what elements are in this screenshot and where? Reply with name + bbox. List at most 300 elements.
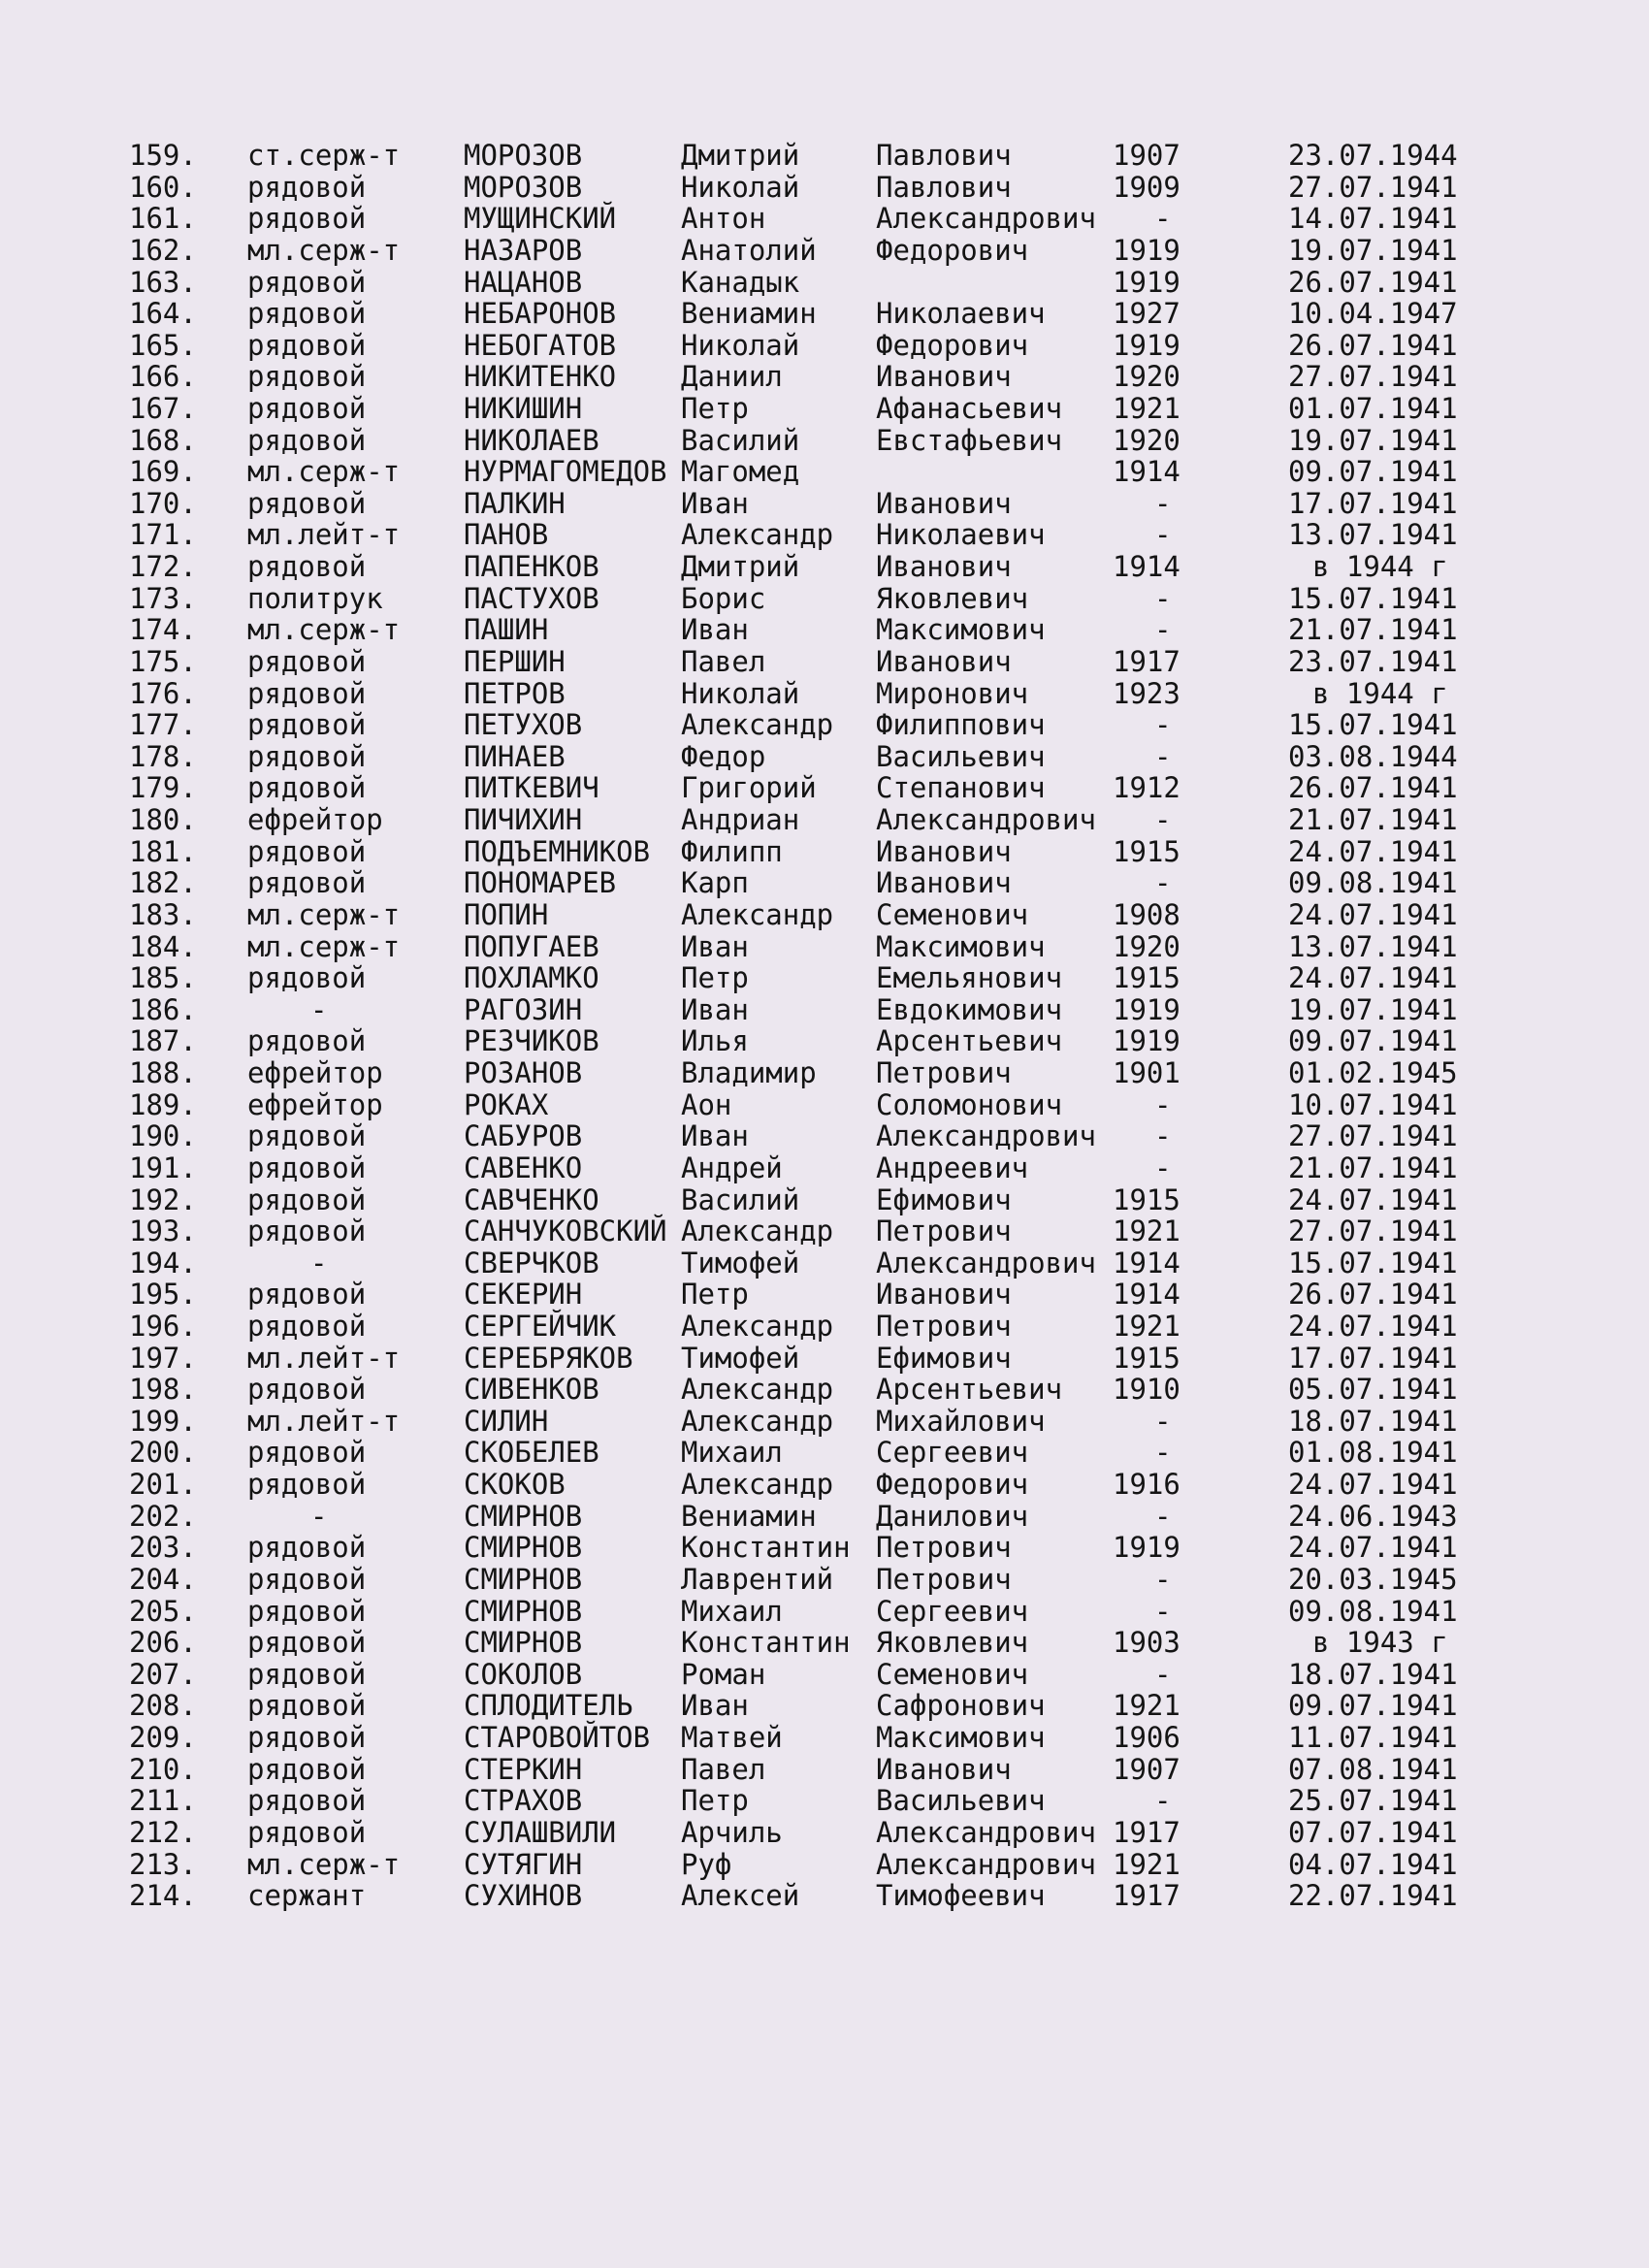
rank: рядовой — [247, 1183, 367, 1216]
death-date: 26.07.1941 — [1288, 328, 1458, 362]
row-number: 185. — [129, 961, 197, 995]
birth-year: 1917 — [1113, 1815, 1180, 1849]
death-date: 25.07.1941 — [1288, 1784, 1458, 1818]
death-date: 03.08.1944 — [1288, 739, 1458, 773]
rank: рядовой — [247, 1657, 367, 1691]
death-date: 24.07.1941 — [1288, 1468, 1458, 1501]
patronymic: Иванович — [876, 1752, 1012, 1786]
rank: рядовой — [247, 1752, 367, 1786]
surname: СЕРГЕЙЧИК — [464, 1309, 617, 1343]
rank: рядовой — [247, 360, 367, 394]
row-number: 190. — [129, 1119, 197, 1153]
row-number: 161. — [129, 202, 197, 236]
list-item — [0, 1406, 1649, 1437]
row-number: 191. — [129, 1150, 197, 1184]
patronymic: Александрович — [876, 1246, 1096, 1280]
first-name: Владимир — [681, 1056, 817, 1089]
first-name: Тимофей — [681, 1341, 800, 1375]
rank: рядовой — [247, 1278, 367, 1312]
death-date: 24.06.1943 — [1288, 1499, 1458, 1533]
first-name: Григорий — [681, 771, 817, 805]
first-name: Михаил — [681, 1594, 783, 1628]
row-number: 167. — [129, 392, 197, 425]
birth-year: - — [1154, 518, 1172, 552]
birth-year: 1921 — [1113, 1847, 1180, 1881]
birth-year: - — [1154, 1784, 1172, 1818]
first-name: Канадык — [681, 265, 800, 299]
patronymic: Яковлевич — [876, 1626, 1029, 1660]
row-number: 166. — [129, 360, 197, 394]
list-item — [0, 931, 1649, 962]
surname: ПОНОМАРЕВ — [464, 866, 617, 900]
death-date: 09.08.1941 — [1288, 866, 1458, 900]
list-item — [0, 1152, 1649, 1183]
birth-year: 1914 — [1113, 455, 1180, 489]
patronymic: Александрович — [876, 1815, 1096, 1849]
patronymic: Данилович — [876, 1499, 1029, 1533]
rank: рядовой — [247, 739, 367, 773]
list-item — [0, 646, 1649, 677]
list-item — [0, 267, 1649, 298]
first-name: Вениамин — [681, 1499, 817, 1533]
death-date: 11.07.1941 — [1288, 1721, 1458, 1754]
birth-year: 1914 — [1113, 1278, 1180, 1312]
rank: рядовой — [247, 392, 367, 425]
row-number: 213. — [129, 1847, 197, 1881]
birth-year: - — [1154, 708, 1172, 742]
death-date: 22.07.1941 — [1288, 1879, 1458, 1913]
row-number: 184. — [129, 929, 197, 963]
birth-year: 1908 — [1113, 897, 1180, 931]
patronymic: Максимович — [876, 613, 1046, 647]
list-item — [0, 1374, 1649, 1405]
patronymic: Яковлевич — [876, 581, 1029, 615]
surname: СИЛИН — [464, 1404, 549, 1438]
first-name: Николай — [681, 170, 800, 204]
first-name: Анатолий — [681, 233, 817, 267]
row-number: 174. — [129, 613, 197, 647]
rank: рядовой — [247, 1309, 367, 1343]
list-item — [0, 1247, 1649, 1279]
patronymic: Ефимович — [876, 1183, 1012, 1216]
list-item — [0, 867, 1649, 898]
row-number: 196. — [129, 1309, 197, 1343]
death-date: 15.07.1941 — [1288, 1246, 1458, 1280]
death-date: 27.07.1941 — [1288, 1215, 1458, 1248]
birth-year: - — [1154, 803, 1172, 836]
rank: мл.лейт-т — [247, 1404, 401, 1438]
row-number: 200. — [129, 1436, 197, 1470]
patronymic: Петрович — [876, 1056, 1012, 1089]
row-number: 199. — [129, 1404, 197, 1438]
rank: - — [310, 1246, 328, 1280]
list-item — [0, 1785, 1649, 1816]
death-date: 18.07.1941 — [1288, 1404, 1458, 1438]
first-name: Дмитрий — [681, 139, 800, 172]
birth-year: 1906 — [1113, 1721, 1180, 1754]
death-date: 10.04.1947 — [1288, 297, 1458, 331]
death-date: 24.07.1941 — [1288, 1183, 1458, 1216]
list-item — [0, 172, 1649, 203]
death-date: 09.07.1941 — [1288, 1689, 1458, 1723]
first-name: Александр — [681, 1215, 834, 1248]
death-date: 07.08.1941 — [1288, 1752, 1458, 1786]
row-number: 178. — [129, 739, 197, 773]
patronymic: Иванович — [876, 360, 1012, 394]
rank: рядовой — [247, 708, 367, 742]
surname: МОРОЗОВ — [464, 170, 583, 204]
first-name: Руф — [681, 1847, 732, 1881]
rank: рядовой — [247, 1626, 367, 1660]
birth-year: 1921 — [1113, 1215, 1180, 1248]
first-name: Иван — [681, 613, 749, 647]
surname: НИКИТЕНКО — [464, 360, 617, 394]
birth-year: - — [1154, 486, 1172, 520]
patronymic: Петрович — [876, 1215, 1012, 1248]
rank: мл.серж-т — [247, 613, 401, 647]
row-number: 193. — [129, 1215, 197, 1248]
row-number: 211. — [129, 1784, 197, 1818]
death-date: 26.07.1941 — [1288, 265, 1458, 299]
birth-year: - — [1154, 1436, 1172, 1470]
surname: СЕКЕРИН — [464, 1278, 583, 1312]
patronymic: Павлович — [876, 170, 1012, 204]
surname: СМИРНОВ — [464, 1531, 583, 1565]
birth-year: 1919 — [1113, 233, 1180, 267]
row-number: 197. — [129, 1341, 197, 1375]
death-date: 17.07.1941 — [1288, 1341, 1458, 1375]
death-date: 23.07.1941 — [1288, 644, 1458, 678]
surname: САВЕНКО — [464, 1150, 583, 1184]
first-name: Иван — [681, 992, 749, 1026]
death-date: 05.07.1941 — [1288, 1373, 1458, 1407]
list-item — [0, 1532, 1649, 1563]
first-name: Андрей — [681, 1150, 783, 1184]
first-name: Константин — [681, 1626, 851, 1660]
rank: рядовой — [247, 1562, 367, 1596]
row-number: 186. — [129, 992, 197, 1026]
rank: рядовой — [247, 1215, 367, 1248]
first-name: Василий — [681, 1183, 800, 1216]
first-name: Павел — [681, 644, 766, 678]
row-number: 175. — [129, 644, 197, 678]
surname: НАЗАРОВ — [464, 233, 583, 267]
row-number: 187. — [129, 1024, 197, 1058]
list-item — [0, 1057, 1649, 1088]
first-name: Федор — [681, 739, 766, 773]
birth-year: 1917 — [1113, 644, 1180, 678]
patronymic: Афанасьевич — [876, 392, 1063, 425]
list-item — [0, 1849, 1649, 1880]
rank: рядовой — [247, 1436, 367, 1470]
list-item — [0, 1120, 1649, 1151]
birth-year: 1917 — [1113, 1879, 1180, 1913]
row-number: 173. — [129, 581, 197, 615]
patronymic: Петрович — [876, 1531, 1012, 1565]
first-name: Василий — [681, 423, 800, 457]
rank: рядовой — [247, 644, 367, 678]
death-date: 01.02.1945 — [1288, 1056, 1458, 1089]
death-date: 07.07.1941 — [1288, 1815, 1458, 1849]
list-item — [0, 1722, 1649, 1753]
birth-year: 1919 — [1113, 328, 1180, 362]
rank: рядовой — [247, 1024, 367, 1058]
patronymic: Степанович — [876, 771, 1046, 805]
patronymic: Максимович — [876, 1721, 1046, 1754]
first-name: Тимофей — [681, 1246, 800, 1280]
surname: ПАСТУХОВ — [464, 581, 599, 615]
list-item — [0, 393, 1649, 424]
list-item — [0, 1279, 1649, 1310]
death-date: 09.07.1941 — [1288, 455, 1458, 489]
patronymic: Иванович — [876, 644, 1012, 678]
rank: мл.серж-т — [247, 929, 401, 963]
row-number: 162. — [129, 233, 197, 267]
surname: ПИНАЕВ — [464, 739, 566, 773]
birth-year: 1912 — [1113, 771, 1180, 805]
patronymic: Федорович — [876, 233, 1029, 267]
surname: НИКИШИН — [464, 392, 583, 425]
rank: рядовой — [247, 265, 367, 299]
death-date: 24.07.1941 — [1288, 1309, 1458, 1343]
row-number: 163. — [129, 265, 197, 299]
birth-year: - — [1154, 202, 1172, 236]
list-item — [0, 1627, 1649, 1658]
birth-year: 1915 — [1113, 1341, 1180, 1375]
patronymic: Ефимович — [876, 1341, 1012, 1375]
patronymic: Семенович — [876, 1657, 1029, 1691]
surname: НИКОЛАЕВ — [464, 423, 599, 457]
list-item — [0, 1754, 1649, 1785]
first-name: Иван — [681, 1689, 749, 1723]
first-name: Дмитрий — [681, 550, 800, 584]
patronymic: Александрович — [876, 1847, 1096, 1881]
surname: СТРАХОВ — [464, 1784, 583, 1818]
birth-year: 1920 — [1113, 423, 1180, 457]
first-name: Арчиль — [681, 1815, 783, 1849]
row-number: 180. — [129, 803, 197, 836]
patronymic: Петрович — [876, 1562, 1012, 1596]
rank: сержант — [247, 1879, 367, 1913]
row-number: 210. — [129, 1752, 197, 1786]
row-number: 182. — [129, 866, 197, 900]
list-item — [0, 425, 1649, 456]
row-number: 204. — [129, 1562, 197, 1596]
rank: политрук — [247, 581, 383, 615]
birth-year: 1903 — [1113, 1626, 1180, 1660]
patronymic: Петрович — [876, 1309, 1012, 1343]
surname: ПОХЛАМКО — [464, 961, 599, 995]
list-item — [0, 1089, 1649, 1120]
surname: ПИЧИХИН — [464, 803, 583, 836]
surname: ПОДЪЕМНИКОВ — [464, 834, 651, 868]
surname: ПЕРШИН — [464, 644, 566, 678]
death-date: 19.07.1941 — [1288, 233, 1458, 267]
death-date: 14.07.1941 — [1288, 202, 1458, 236]
surname: СУЛАШВИЛИ — [464, 1815, 617, 1849]
birth-year: 1901 — [1113, 1056, 1180, 1089]
patronymic: Александрович — [876, 1119, 1096, 1153]
death-date: 01.07.1941 — [1288, 392, 1458, 425]
list-item — [0, 614, 1649, 645]
first-name: Александр — [681, 1309, 834, 1343]
surname: СМИРНОВ — [464, 1499, 583, 1533]
patronymic: Миронович — [876, 676, 1029, 710]
patronymic: Соломонович — [876, 1087, 1063, 1121]
rank: рядовой — [247, 834, 367, 868]
patronymic: Иванович — [876, 866, 1012, 900]
death-date: 24.07.1941 — [1288, 961, 1458, 995]
list-item — [0, 1311, 1649, 1342]
birth-year: 1919 — [1113, 1024, 1180, 1058]
list-item — [0, 1469, 1649, 1500]
surname: ПИТКЕВИЧ — [464, 771, 599, 805]
row-number: 207. — [129, 1657, 197, 1691]
rank: рядовой — [247, 676, 367, 710]
first-name: Вениамин — [681, 297, 817, 331]
birth-year: - — [1154, 581, 1172, 615]
surname: СУХИНОВ — [464, 1879, 583, 1913]
list-item — [0, 140, 1649, 171]
first-name: Иван — [681, 1119, 749, 1153]
birth-year: 1914 — [1113, 1246, 1180, 1280]
rank: рядовой — [247, 1150, 367, 1184]
patronymic: Васильевич — [876, 1784, 1046, 1818]
list-item — [0, 203, 1649, 234]
row-number: 172. — [129, 550, 197, 584]
first-name: Антон — [681, 202, 766, 236]
patronymic: Арсентьевич — [876, 1373, 1063, 1407]
row-number: 192. — [129, 1183, 197, 1216]
list-item — [0, 488, 1649, 519]
row-number: 198. — [129, 1373, 197, 1407]
patronymic: Иванович — [876, 1278, 1012, 1312]
first-name: Илья — [681, 1024, 749, 1058]
birth-year: 1909 — [1113, 170, 1180, 204]
death-date: 13.07.1941 — [1288, 518, 1458, 552]
list-item — [0, 361, 1649, 392]
first-name: Лаврентий — [681, 1562, 834, 1596]
row-number: 169. — [129, 455, 197, 489]
list-item — [0, 804, 1649, 835]
birth-year: - — [1154, 1150, 1172, 1184]
first-name: Магомед — [681, 455, 800, 489]
surname: СИВЕНКОВ — [464, 1373, 599, 1407]
birth-year: 1907 — [1113, 1752, 1180, 1786]
birth-year: 1916 — [1113, 1468, 1180, 1501]
row-number: 176. — [129, 676, 197, 710]
list-item — [0, 1343, 1649, 1374]
rank: рядовой — [247, 1373, 367, 1407]
row-number: 205. — [129, 1594, 197, 1628]
surname: РАГОЗИН — [464, 992, 583, 1026]
patronymic: Федорович — [876, 1468, 1029, 1501]
list-item — [0, 1880, 1649, 1911]
list-item — [0, 298, 1649, 329]
first-name: Александр — [681, 1404, 834, 1438]
list-item — [0, 741, 1649, 772]
death-date: 18.07.1941 — [1288, 1657, 1458, 1691]
row-number: 159. — [129, 139, 197, 172]
first-name: Даниил — [681, 360, 783, 394]
birth-year: - — [1154, 1499, 1172, 1533]
rank: рядовой — [247, 1119, 367, 1153]
row-number: 189. — [129, 1087, 197, 1121]
first-name: Александр — [681, 897, 834, 931]
rank: рядовой — [247, 423, 367, 457]
list-item — [0, 1215, 1649, 1247]
surname: ПОПИН — [464, 897, 549, 931]
list-item — [0, 330, 1649, 361]
row-number: 212. — [129, 1815, 197, 1849]
list-item — [0, 962, 1649, 993]
list-item — [0, 1564, 1649, 1595]
death-date: 04.07.1941 — [1288, 1847, 1458, 1881]
death-date: в 1943 г — [1312, 1626, 1448, 1660]
rank: рядовой — [247, 550, 367, 584]
death-date: 09.08.1941 — [1288, 1594, 1458, 1628]
birth-year: 1921 — [1113, 1309, 1180, 1343]
birth-year: 1920 — [1113, 929, 1180, 963]
row-number: 164. — [129, 297, 197, 331]
list-item — [0, 709, 1649, 740]
surname: ПОПУГАЕВ — [464, 929, 599, 963]
surname: САБУРОВ — [464, 1119, 583, 1153]
surname: СМИРНОВ — [464, 1626, 583, 1660]
rank: рядовой — [247, 1468, 367, 1501]
row-number: 203. — [129, 1531, 197, 1565]
row-number: 160. — [129, 170, 197, 204]
row-number: 195. — [129, 1278, 197, 1312]
surname: СТАРОВОЙТОВ — [464, 1721, 651, 1754]
surname: ПЕТРОВ — [464, 676, 566, 710]
patronymic: Николаевич — [876, 297, 1046, 331]
surname: СУТЯГИН — [464, 1847, 583, 1881]
birth-year: 1915 — [1113, 834, 1180, 868]
death-date: 09.07.1941 — [1288, 1024, 1458, 1058]
death-date: 27.07.1941 — [1288, 1119, 1458, 1153]
row-number: 206. — [129, 1626, 197, 1660]
row-number: 202. — [129, 1499, 197, 1533]
patronymic: Иванович — [876, 834, 1012, 868]
birth-year: - — [1154, 1562, 1172, 1596]
first-name: Иван — [681, 929, 749, 963]
rank: рядовой — [247, 297, 367, 331]
death-date: 23.07.1944 — [1288, 139, 1458, 172]
rank: рядовой — [247, 170, 367, 204]
first-name: Алексей — [681, 1879, 800, 1913]
birth-year: - — [1154, 613, 1172, 647]
birth-year: 1907 — [1113, 139, 1180, 172]
surname: РЕЗЧИКОВ — [464, 1024, 599, 1058]
rank: рядовой — [247, 1531, 367, 1565]
death-date: 15.07.1941 — [1288, 581, 1458, 615]
rank: рядовой — [247, 328, 367, 362]
surname: ПЕТУХОВ — [464, 708, 583, 742]
first-name: Карп — [681, 866, 749, 900]
first-name: Петр — [681, 1278, 749, 1312]
patronymic: Арсентьевич — [876, 1024, 1063, 1058]
death-date: 27.07.1941 — [1288, 170, 1458, 204]
first-name: Филипп — [681, 834, 783, 868]
birth-year: - — [1154, 1087, 1172, 1121]
patronymic: Павлович — [876, 139, 1012, 172]
first-name: Аон — [681, 1087, 732, 1121]
surname: СМИРНОВ — [464, 1562, 583, 1596]
list-item — [0, 519, 1649, 550]
row-number: 201. — [129, 1468, 197, 1501]
birth-year: 1921 — [1113, 1689, 1180, 1723]
